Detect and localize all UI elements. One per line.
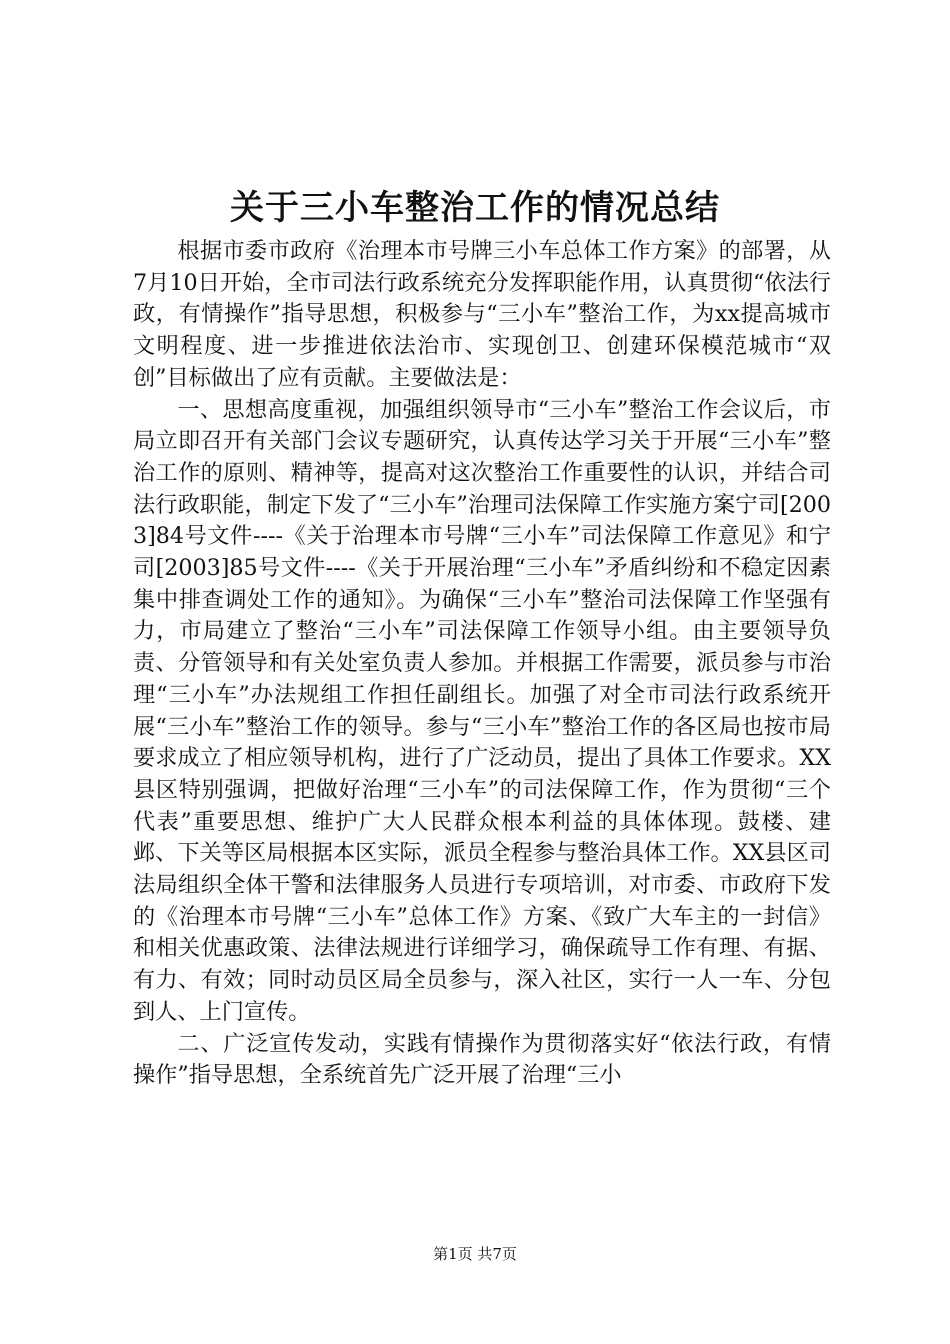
document-body	[133, 236, 831, 1092]
paragraph-intro: 根据市委市政府《治理本市号牌三小车总体工作方案》的部署，从7月10日开始，全市司法行政系统充分发挥职能作用，认真贯彻“依法行政，有情操作”指导思想，积极参与“三小车”整治工作，为xx提高城市文明程度、进一步推进依法治市、实现创卫、创建环保模范城市“双创”目标做出了应有贡献。主要做法是：	[133, 238, 831, 391]
page-number-footer: 第1页 共7页	[433, 1245, 517, 1263]
document-title: 关于三小车整治工作的情况总结	[230, 188, 720, 228]
paragraph-section-one: 一、思想高度重视，加强组织领导市“三小车”整治工作会议后，市局立即召开有关部门会议专题研究，认真传达学习关于开展“三小车”整治工作的原则、精神等，提高对这次整治工作重要性的认识，并结合司法行政职能，制定下发了“三小车”治理司法保障工作实施方案宁司[2003]84号文件----《关于治理本市号牌“三小车”司法保障工作意见》和宁司[2003]85号文件----《关于开展治理“三小车”矛盾纠纷和不稳定因素集中排查调处工作的通知》。为确保“三小车”整治司法保障工作坚强有力，市局建立了整治“三小车”司法保障工作领导小组。由主要领导负责、分管领导和有关处室负责人参加。并根据工作需要，派员参与市治理“三小车”办法规组工作担任副组长。加强了对全市司法行政系统开展“三小车”整治工作的领导。参与“三小车”整治工作的各区局也按市局要求成立了相应领导机构，进行了广泛动员，提出了具体工作要求。XX县区特别强调，把做好治理“三小车”的司法保障工作，作为贯彻“三个代表”重要思想、维护广大人民群众根本利益的具体体现。鼓楼、建邺、下关等区局根据本区实际，派员全程参与整治具体工作。XX县区司法局组织全体干警和法律服务人员进行专项培训，对市委、市政府下发的《治理本市号牌“三小车”总体工作》方案、《致广大车主的一封信》和相关优惠政策、法律法规进行详细学习，确保疏导工作有理、有据、有力、有效；同时动员区局全员参与，深入社区，实行一人一车、分包到人、上门宣传。	[133, 396, 831, 1025]
paragraph-section-two: 二、广泛宣传发动，实践有情操作为贯彻落实好“依法行政，有情操作”指导思想，全系统首先广泛开展了治理“三小	[133, 1030, 831, 1089]
